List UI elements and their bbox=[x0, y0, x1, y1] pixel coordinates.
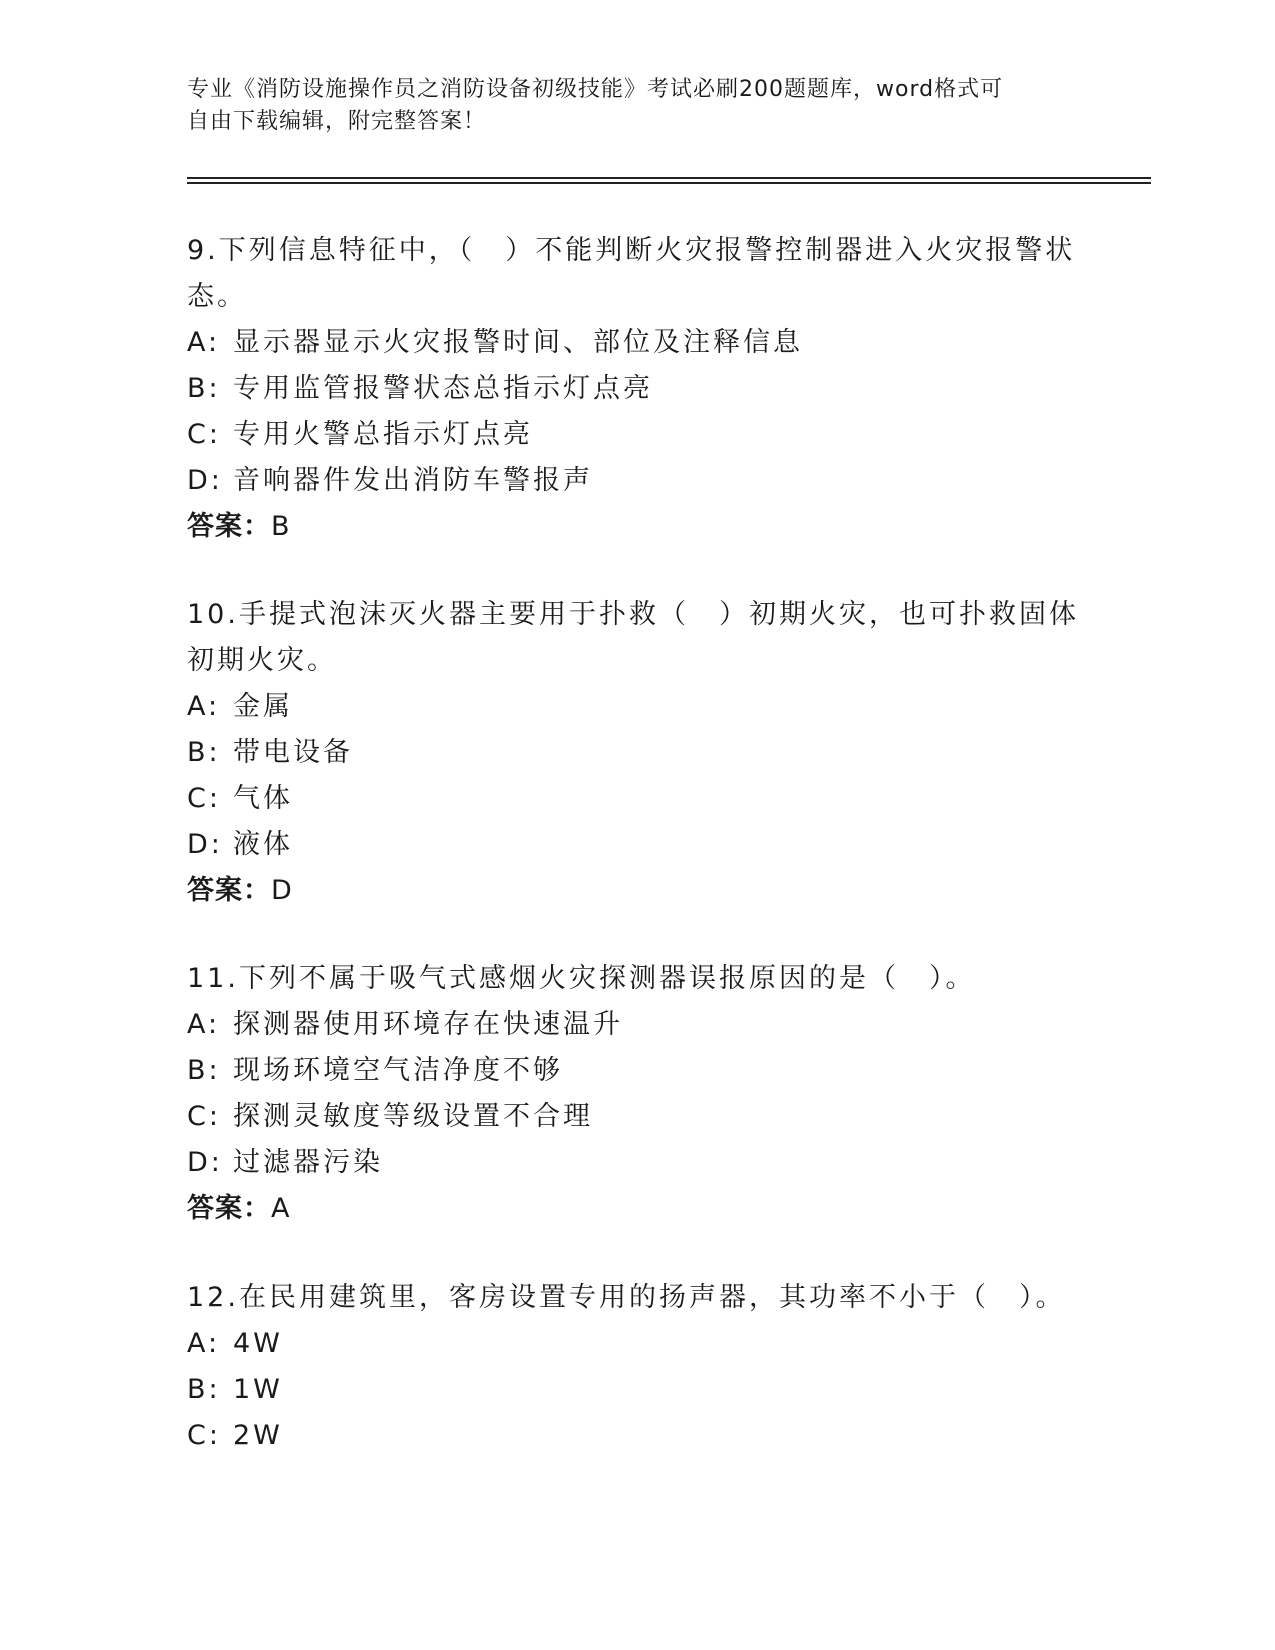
option-a bbox=[187, 1321, 1087, 1367]
option-text: 带电设备 bbox=[233, 737, 353, 768]
question-stem: 12.在民用建筑里，客房设置专用的扬声器，其功率不小于（ ）。 bbox=[187, 1282, 1066, 1313]
option-key: A: bbox=[187, 691, 221, 722]
option-key: C: bbox=[187, 783, 221, 814]
option-key: C: bbox=[187, 419, 221, 450]
answer-value: D bbox=[271, 875, 293, 906]
option-key: C: bbox=[187, 1101, 221, 1132]
option-text: 探测灵敏度等级设置不合理 bbox=[233, 1101, 593, 1132]
question-12 bbox=[187, 1275, 1087, 1459]
option-b bbox=[187, 730, 1087, 776]
option-c bbox=[187, 776, 1087, 822]
document-header bbox=[187, 74, 1067, 138]
option-a bbox=[187, 1002, 1087, 1048]
question-stem: 11.下列不属于吸气式感烟火灾探测器误报原因的是（ ）。 bbox=[187, 963, 976, 994]
option-key: D: bbox=[187, 829, 223, 860]
option-key: A: bbox=[187, 1328, 221, 1359]
question-stem: 9.下列信息特征中，（ ）不能判断火灾报警控制器进入火灾报警状态。 bbox=[187, 235, 1076, 312]
option-text: 液体 bbox=[233, 829, 293, 860]
option-text: 专用监管报警状态总指示灯点亮 bbox=[233, 373, 653, 404]
option-text: 4W bbox=[233, 1328, 283, 1359]
option-d bbox=[187, 1140, 1087, 1186]
answer-value: A bbox=[271, 1193, 291, 1224]
question-10 bbox=[187, 592, 1087, 914]
header-double-rule bbox=[187, 177, 1151, 184]
option-text: 音响器件发出消防车警报声 bbox=[233, 465, 593, 496]
option-text: 过滤器污染 bbox=[233, 1147, 383, 1178]
option-c bbox=[187, 1413, 1087, 1459]
answer-line bbox=[187, 868, 1087, 914]
option-a bbox=[187, 320, 1087, 366]
option-d bbox=[187, 458, 1087, 504]
answer-line bbox=[187, 1186, 1087, 1232]
option-text: 专用火警总指示灯点亮 bbox=[233, 419, 533, 450]
option-key: B: bbox=[187, 1055, 221, 1086]
question-9 bbox=[187, 228, 1087, 550]
answer-label: 答案： bbox=[187, 1193, 271, 1224]
option-b bbox=[187, 1048, 1087, 1094]
option-a bbox=[187, 684, 1087, 730]
option-d bbox=[187, 822, 1087, 868]
option-text: 现场环境空气洁净度不够 bbox=[233, 1055, 563, 1086]
option-c bbox=[187, 1094, 1087, 1140]
answer-label: 答案： bbox=[187, 511, 271, 542]
answer-line bbox=[187, 504, 1087, 550]
option-key: B: bbox=[187, 373, 221, 404]
question-stem: 10.手提式泡沫灭火器主要用于扑救（ ）初期火灾，也可扑救固体初期火灾。 bbox=[187, 599, 1079, 676]
question-11 bbox=[187, 956, 1087, 1232]
option-key: A: bbox=[187, 1009, 221, 1040]
option-key: B: bbox=[187, 1374, 221, 1405]
option-text: 金属 bbox=[233, 691, 293, 722]
option-key: D: bbox=[187, 465, 223, 496]
header-line-2: 自由下载编辑，附完整答案！ bbox=[187, 109, 487, 134]
option-text: 探测器使用环境存在快速温升 bbox=[233, 1009, 623, 1040]
option-key: A: bbox=[187, 327, 221, 358]
option-b bbox=[187, 1367, 1087, 1413]
option-b bbox=[187, 366, 1087, 412]
answer-value: B bbox=[271, 511, 291, 542]
option-key: D: bbox=[187, 1147, 223, 1178]
option-c bbox=[187, 412, 1087, 458]
answer-label: 答案： bbox=[187, 875, 271, 906]
header-line-1: 专业《消防设施操作员之消防设备初级技能》考试必刷200题题库，word格式可 bbox=[187, 77, 1004, 102]
option-text: 2W bbox=[233, 1420, 283, 1451]
option-text: 气体 bbox=[233, 783, 293, 814]
option-key: C: bbox=[187, 1420, 221, 1451]
option-key: B: bbox=[187, 737, 221, 768]
option-text: 1W bbox=[233, 1374, 283, 1405]
option-text: 显示器显示火灾报警时间、部位及注释信息 bbox=[233, 327, 803, 358]
